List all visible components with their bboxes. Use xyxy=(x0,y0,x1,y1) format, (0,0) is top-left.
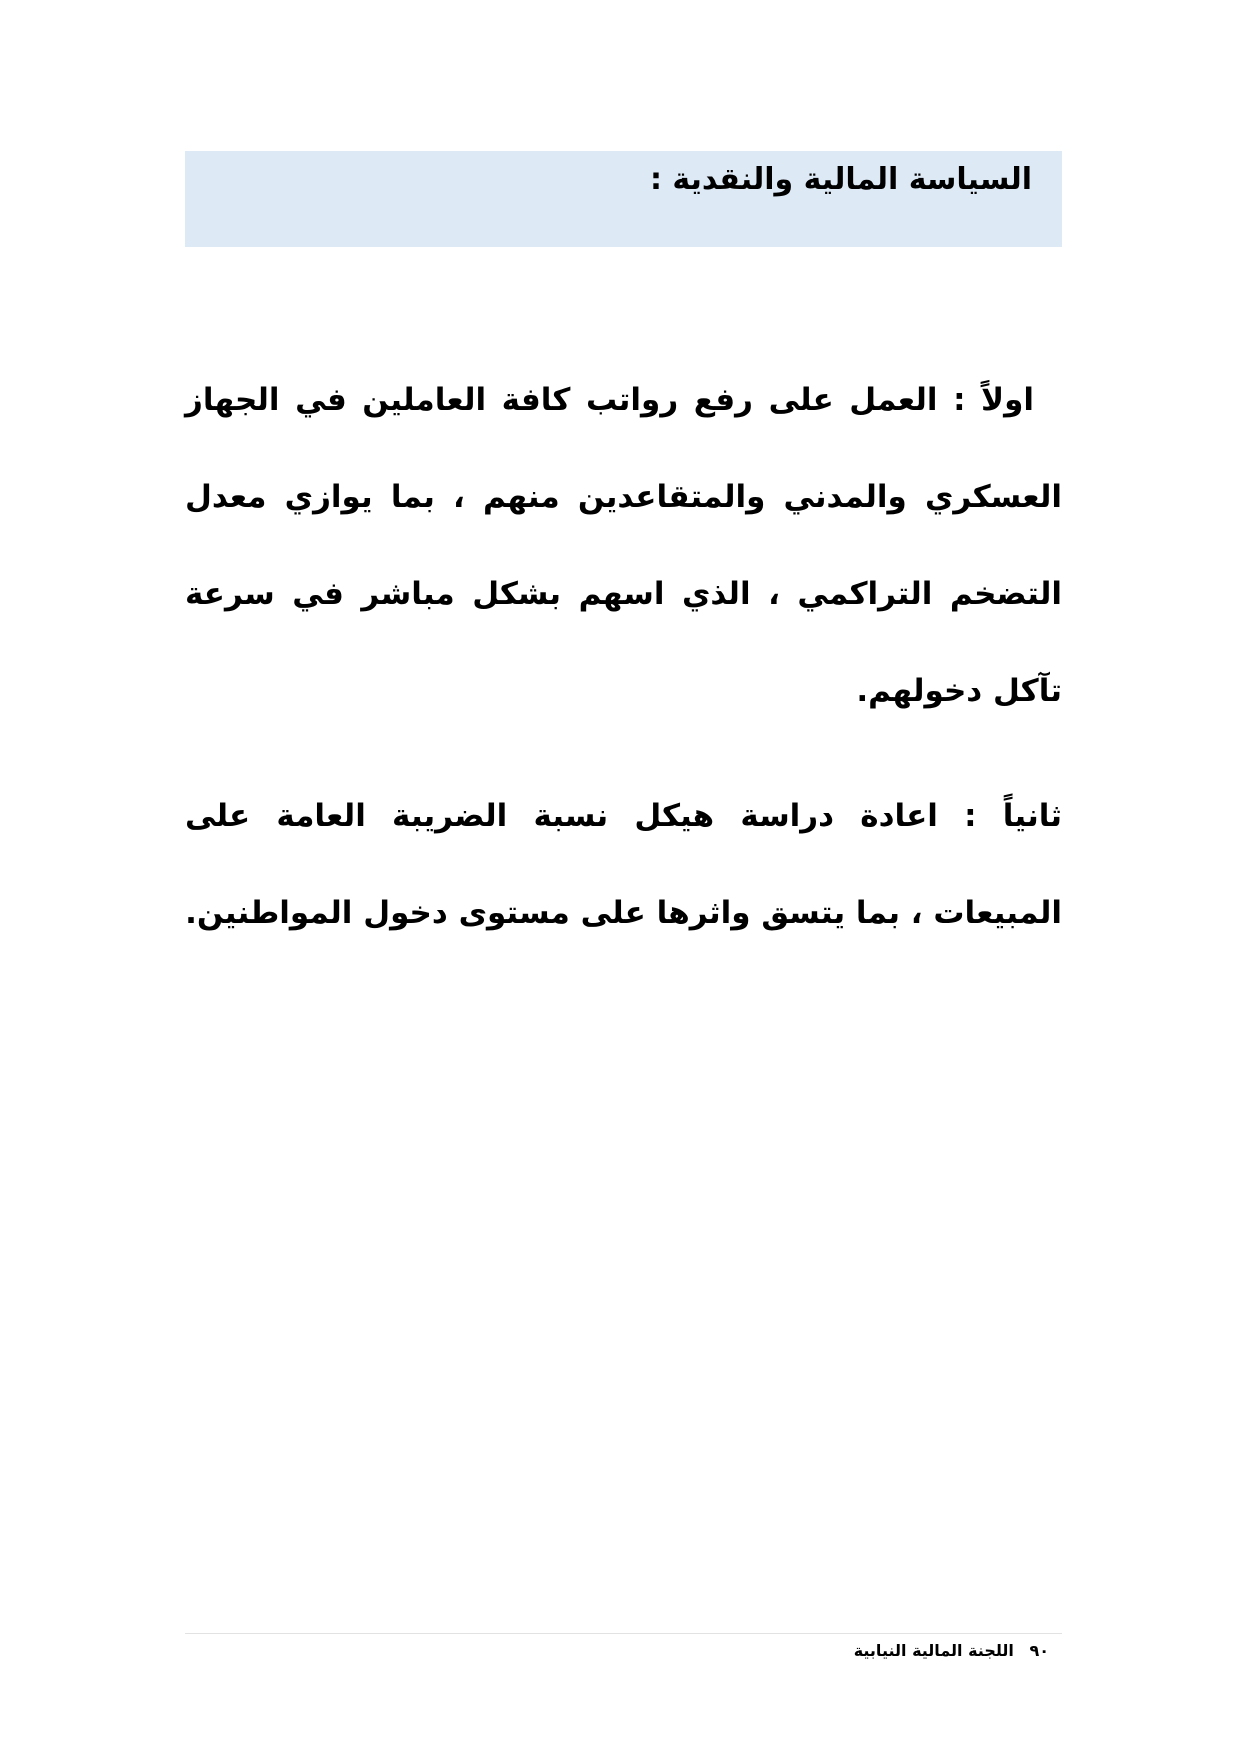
footer-divider xyxy=(185,1633,1062,1634)
section-heading-box xyxy=(185,151,1062,247)
footer-organization: اللجنة المالية النيابية xyxy=(853,1641,1014,1660)
page-number: ٩٠ xyxy=(1029,1641,1049,1660)
paragraph-second-recommendation: ثانياً : اعادة دراسة هيكل نسبة الضريبة العامة على المبيعات ، بما يتسق واثرها على مستوى دخول المواطنين. xyxy=(185,798,1062,931)
section-heading: السياسة المالية والنقدية : xyxy=(649,162,1032,197)
paragraph-first-recommendation: اولاً : العمل على رفع رواتب كافة العاملين في الجهاز العسكري والمدني والمتقاعدين منهم ، بما يوازي معدل التضخم التراكمي ، الذي اسهم بشكل مباشر في سرعة تآكل دخولهم. xyxy=(185,382,1062,709)
page-footer xyxy=(185,1638,1049,1664)
